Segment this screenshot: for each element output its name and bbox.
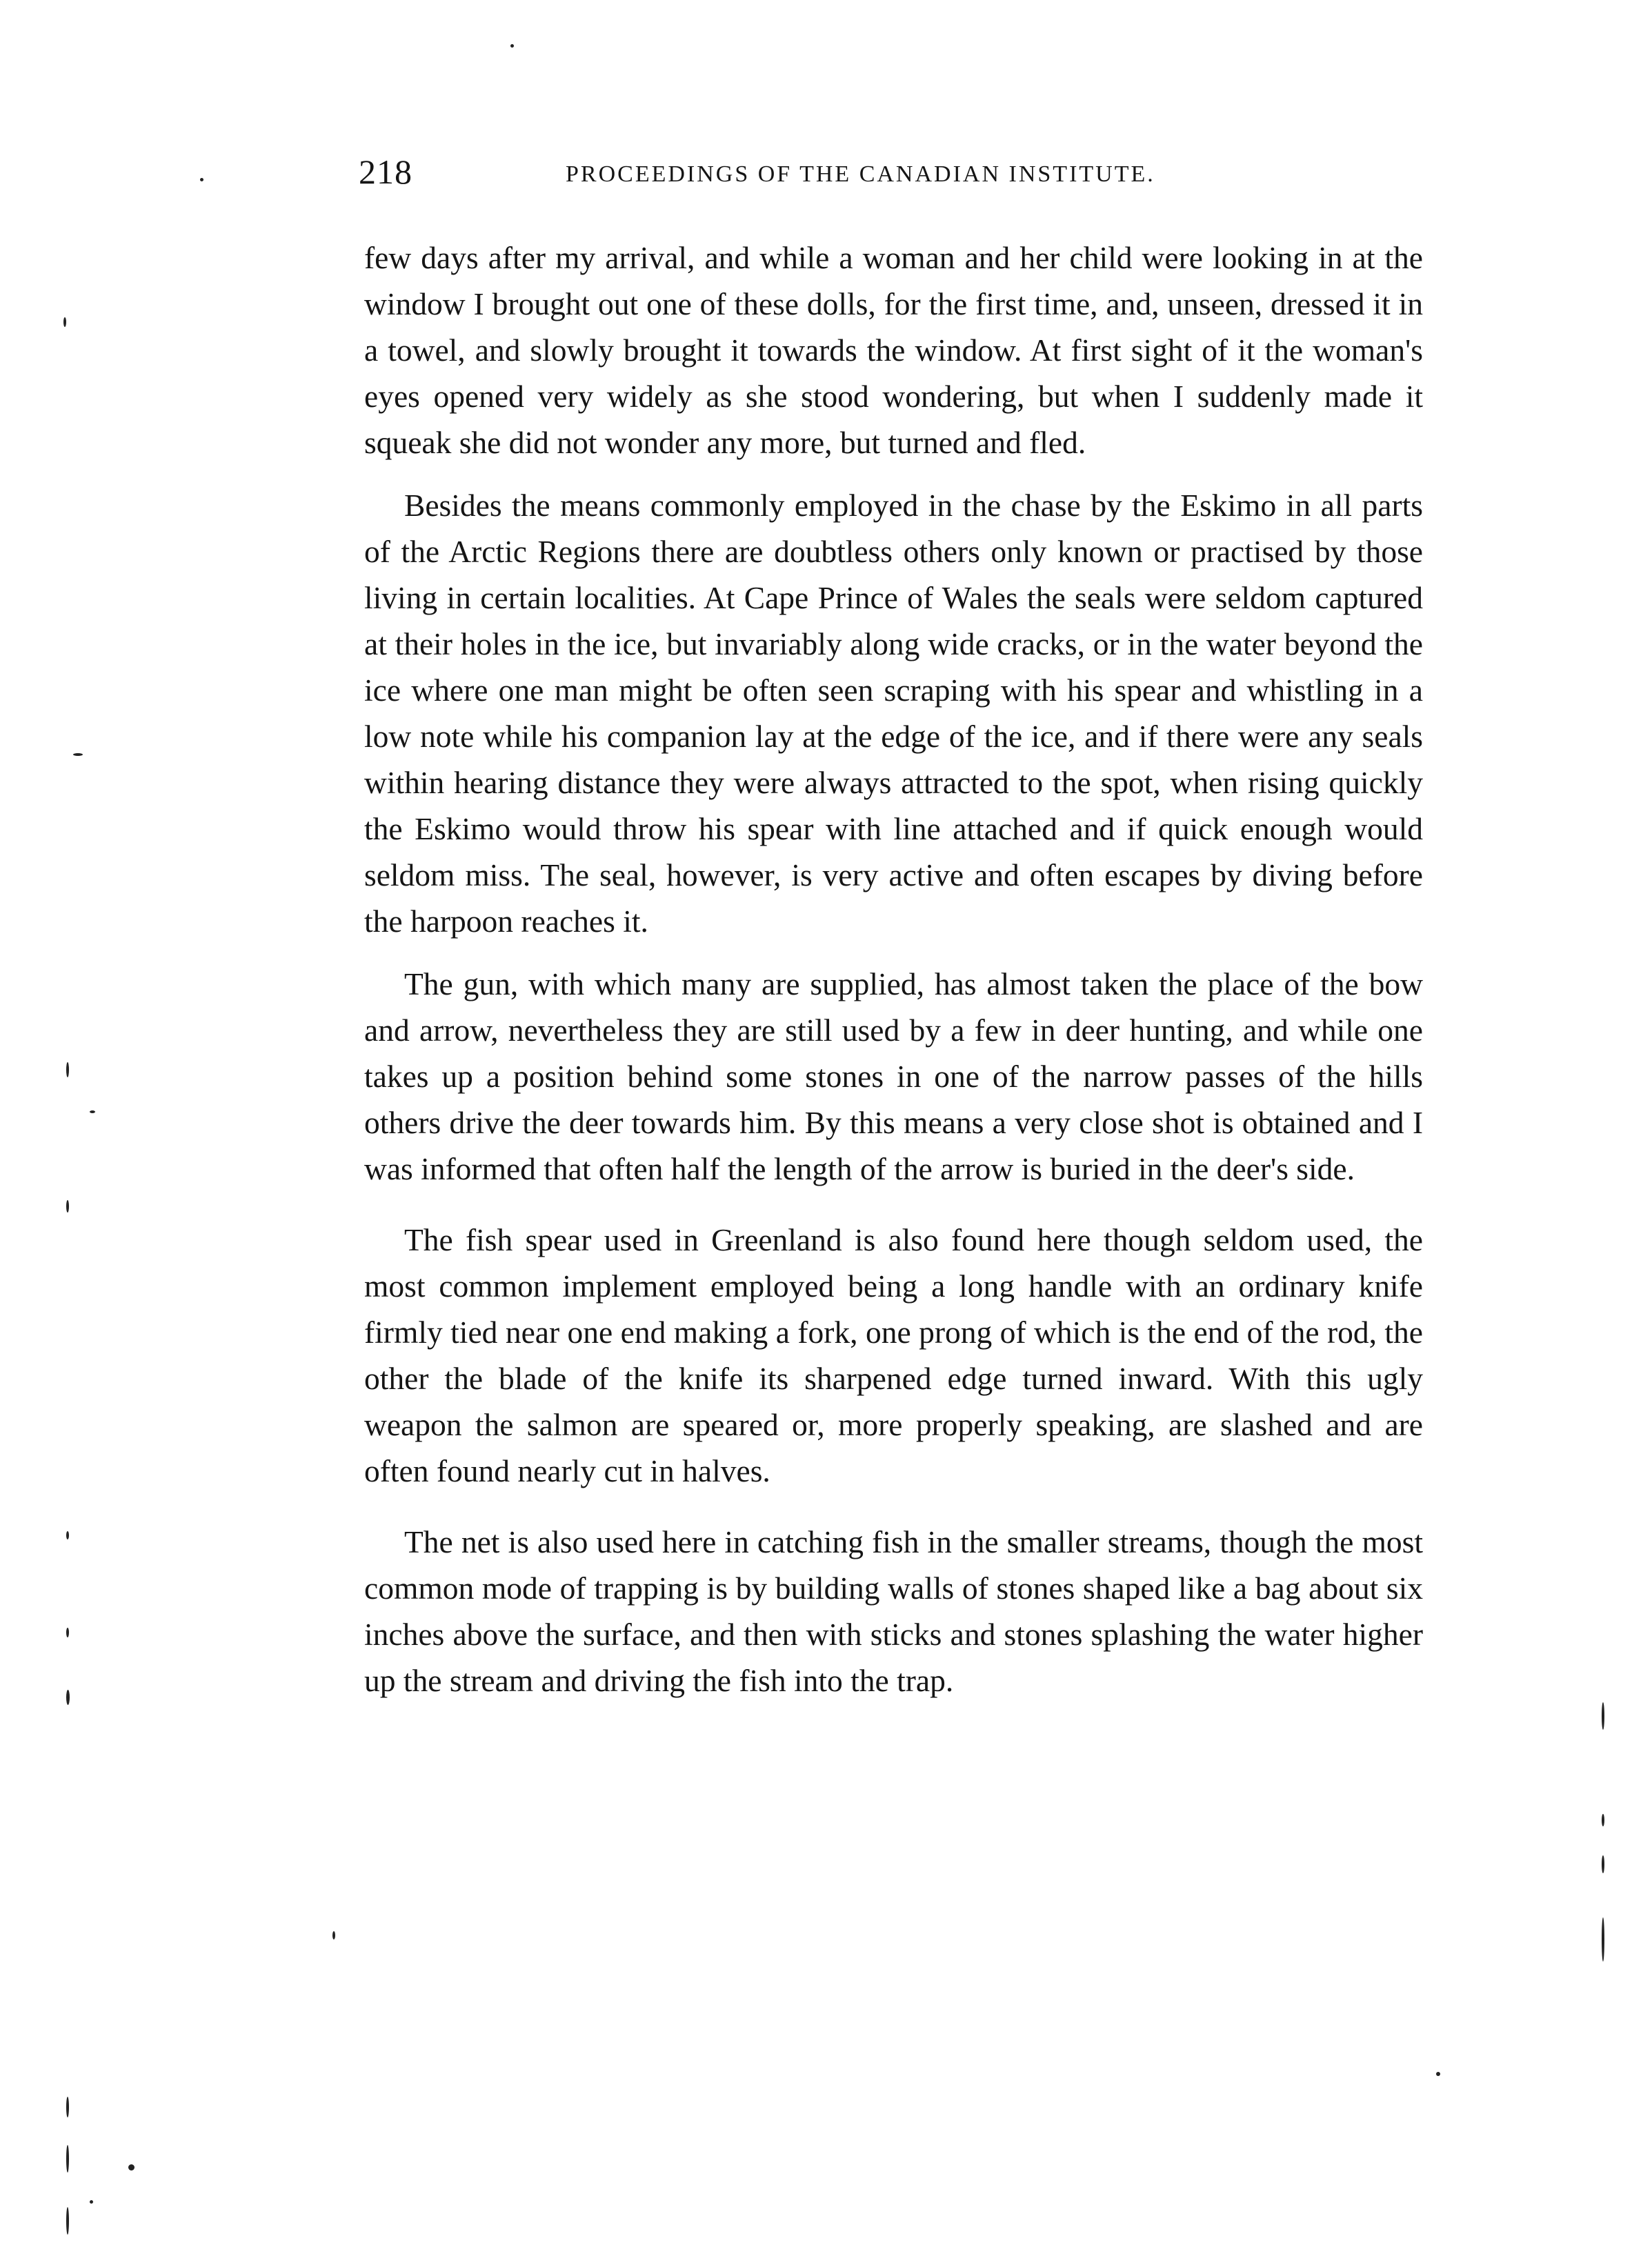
- paragraph-seal-hunting: Besides the means commonly employed in the chase by the Eskimo in all parts of the Arctic Regions there are doubtless others only known or practised by those living in certain localities. At Cape Prince of Wales the seals were seldom captured at their holes in the ice, but invariably along wide cracks, or in the water beyond the ice where one man might be often seen scraping with his spear and whistling in a low note while his companion lay at the edge of the ice, and if there were any seals within hearing distance they were always attracted to the spot, when rising quickly the Eskimo would throw his spear with line attached and if quick enough would seldom miss. The seal, however, is very active and often escapes by diving before the harpoon reaches it.: [364, 488, 1423, 939]
- paragraph-fish-net: The net is also used here in catching fish in the smaller streams, though the most common mode of trapping is by building walls of stones shaped like a bag about six inches above the surface, and then with sticks and stones splashing the water higher up the stream and driving the fish into the trap.: [364, 1524, 1423, 1698]
- scan-speck: [66, 2097, 69, 2117]
- scan-speck: [1602, 1855, 1604, 1873]
- scan-speck: [66, 1531, 69, 1539]
- scan-speck: [200, 178, 203, 181]
- scan-speck: [66, 1200, 69, 1213]
- paragraph-fish-spear: The fish spear used in Greenland is also found here though seldom used, the most common implement employed being a long handle with an ordinary knife firmly tied near one end making a fork, one prong of which is the end of the rod, the other the blade of the knife its sharpened edge turned inward. With this ugly weapon the salmon are speared or, more properly speaking, are slashed and are often found nearly cut in halves.: [364, 1222, 1423, 1488]
- page-header: [359, 152, 1297, 207]
- running-head: PROCEEDINGS OF THE CANADIAN INSTITUTE.: [566, 161, 1155, 187]
- scan-speck: [128, 2164, 135, 2171]
- scan-speck: [66, 2207, 69, 2235]
- scan-speck: [1602, 1917, 1604, 1962]
- scan-speck: [66, 1062, 69, 1077]
- scan-speck: [73, 753, 83, 756]
- scan-speck: [510, 44, 514, 48]
- scan-speck: [90, 2200, 93, 2204]
- scan-speck: [63, 317, 66, 327]
- paragraph-deer-hunting: The gun, with which many are supplied, has almost taken the place of the bow and arrow, nevertheless they are still used by a few in deer hunting, and while one takes up a position behind some stones in one of the narrow passes of the hills others drive the deer towards him. By this means a very close shot is obtained and I was informed that often half the length of the arrow is buried in the deer's side.: [364, 966, 1423, 1186]
- body-text: [364, 235, 1423, 1704]
- scan-speck: [66, 1628, 69, 1637]
- scan-speck: [90, 1110, 95, 1113]
- scan-speck: [1602, 1814, 1604, 1826]
- page-number: 218: [359, 152, 412, 191]
- paragraph-continuation: few days after my arrival, and while a woman and her child were looking in at the window I brought out one of these dolls, for the first time, and, unseen, dressed it in a towel, and slowly brought it towards the window. At first sight of it the woman's eyes opened very widely as she stood wondering, but when I suddenly made it squeak she did not wonder any more, but turned and fled.: [364, 240, 1423, 460]
- scan-speck: [66, 2145, 69, 2173]
- scan-speck: [1602, 1702, 1604, 1730]
- scan-speck: [1436, 2072, 1440, 2076]
- scan-speck: [332, 1931, 335, 1939]
- scan-speck: [66, 1690, 70, 1705]
